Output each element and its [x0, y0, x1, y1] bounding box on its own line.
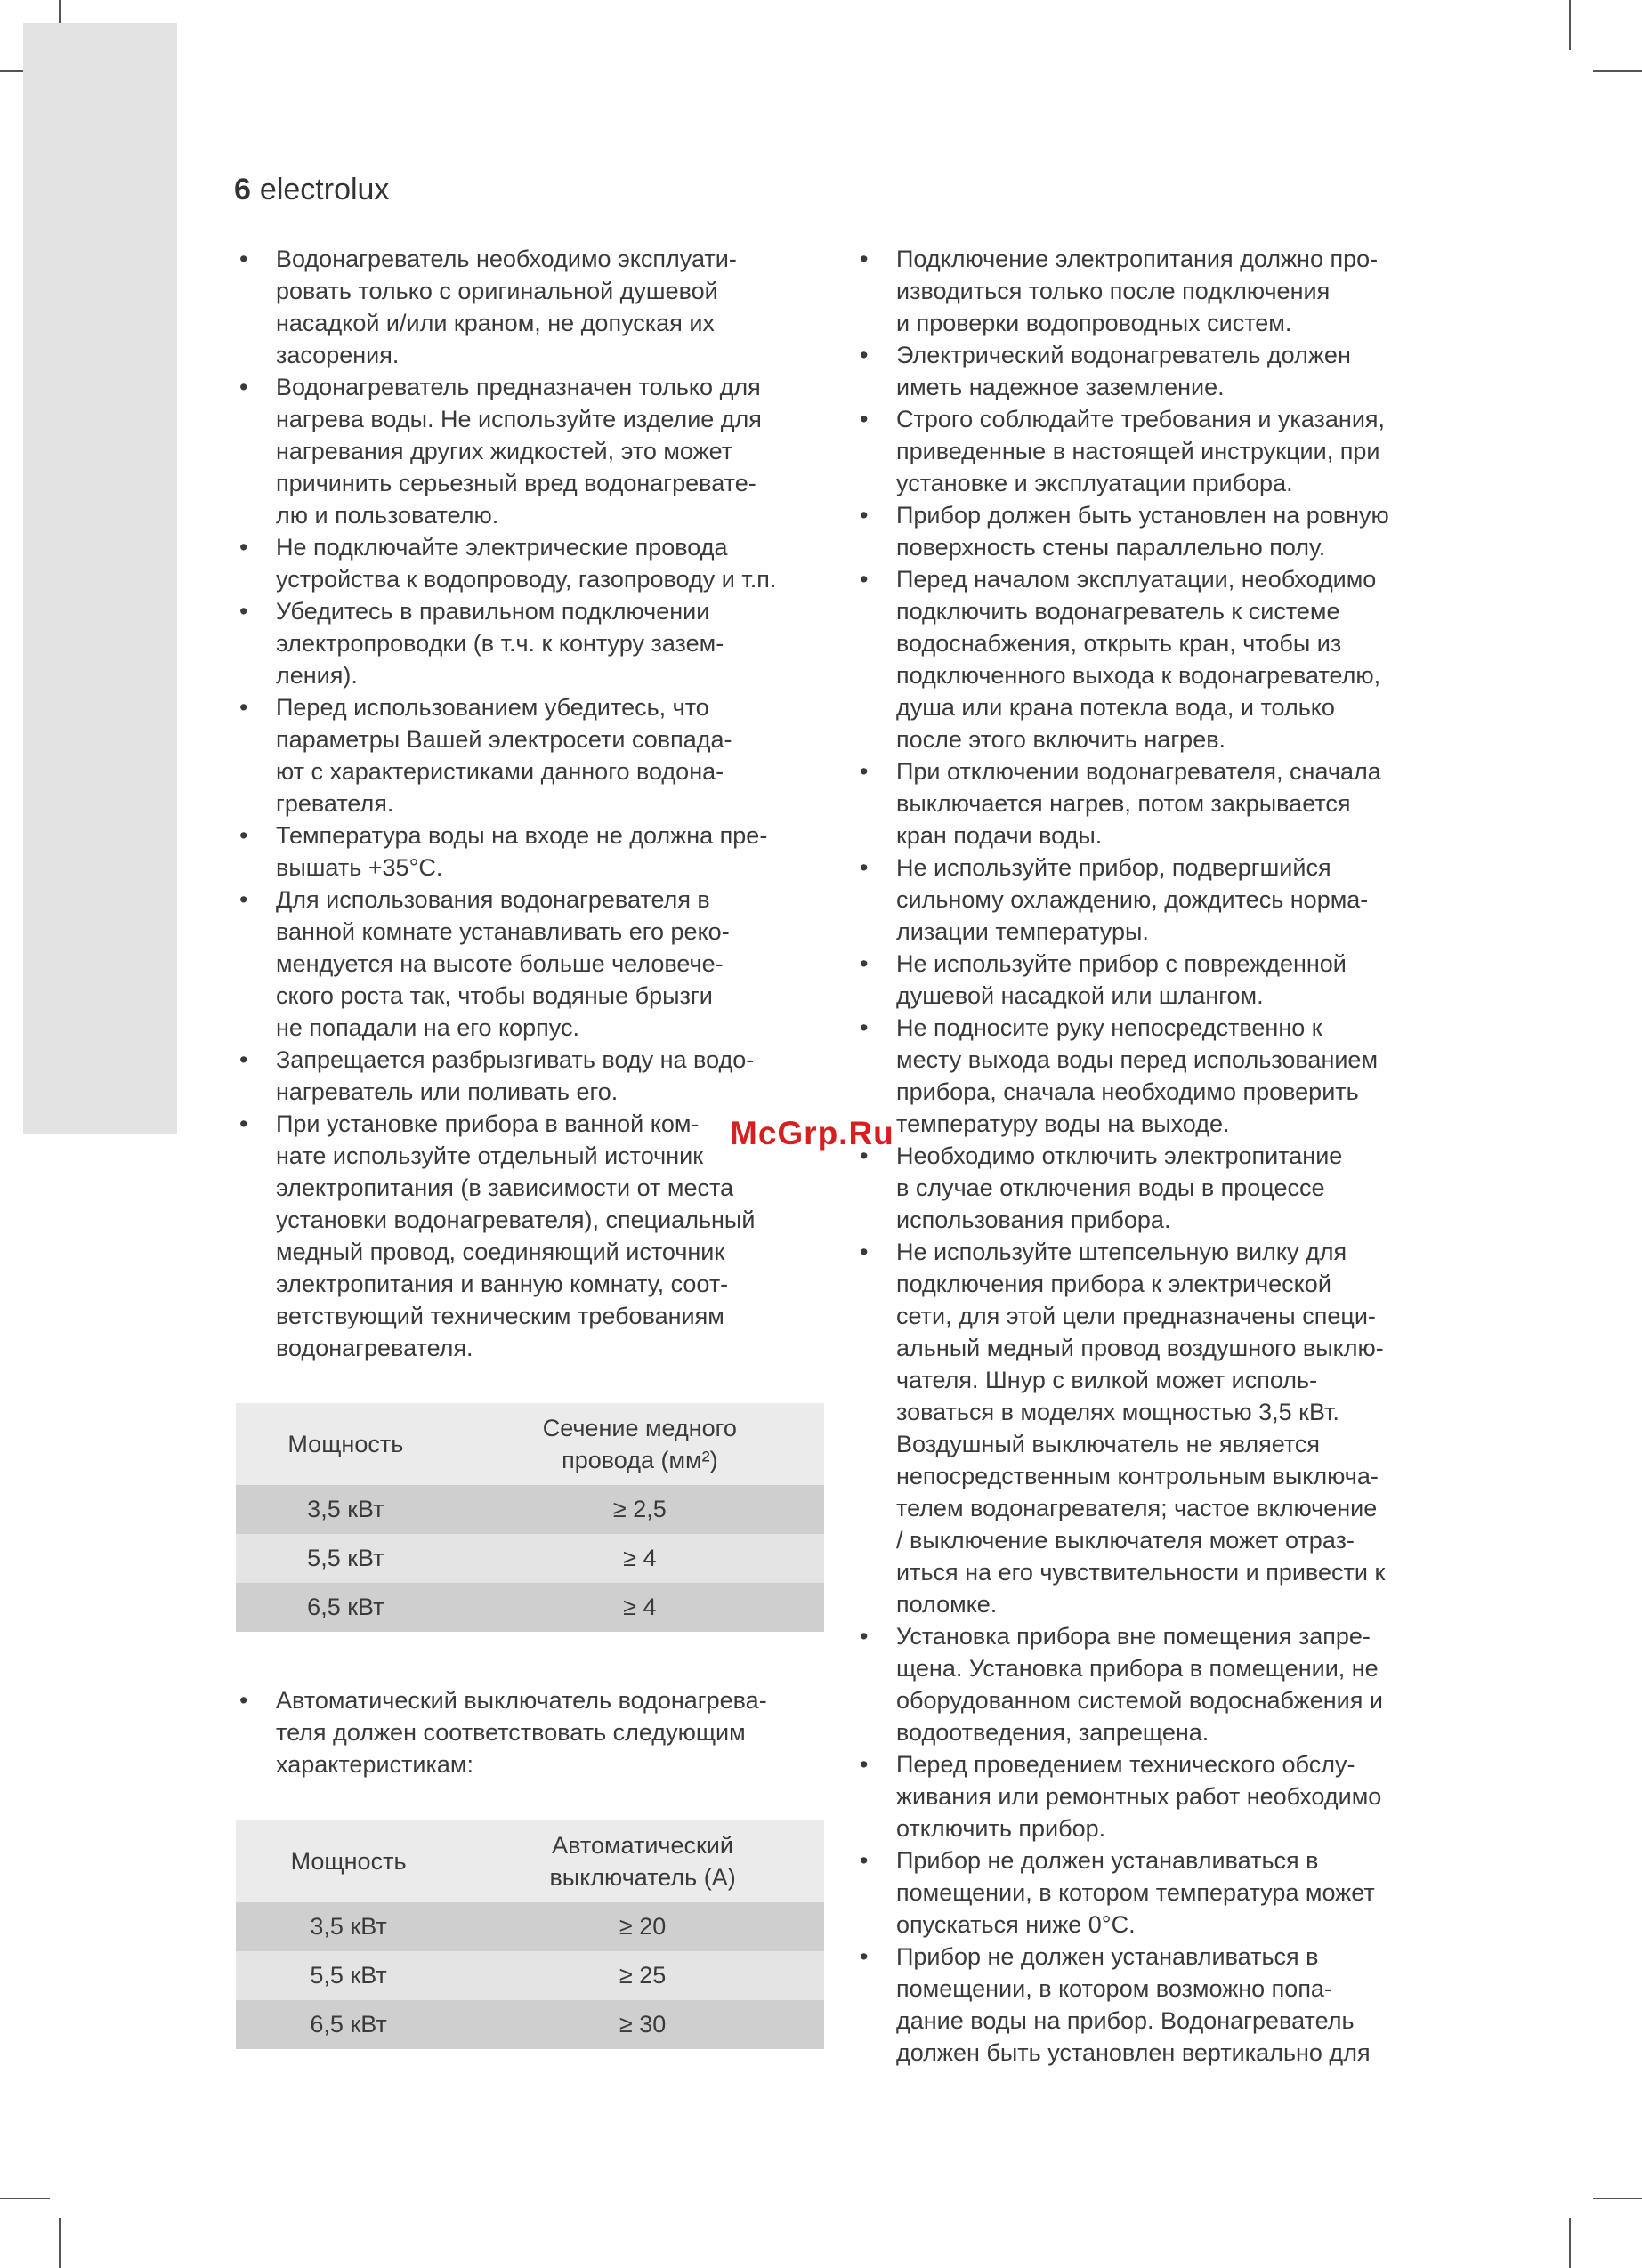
list-item: • Водонагреватель необходимо эксплуати- ровать только с оригинальной душевой насадкой и/или краном, не допуская их засорения.	[234, 243, 826, 371]
list-item: • Запрещается разбрызгивать воду на водо- нагреватель или поливать его.	[234, 1044, 826, 1108]
list-item: • Строго соблюдайте требования и указания, приведенные в настоящей инструкции, при установке и эксплуатации прибора.	[854, 403, 1446, 499]
list-item: • Убедитесь в правильном подключении электропроводки (в т.ч. к контуру зазем- ления).	[234, 595, 826, 691]
table-cell: ≥ 4	[456, 1534, 824, 1583]
list-item: • Электрический водонагреватель должен иметь надежное заземление.	[854, 339, 1446, 403]
list-item: • Не используйте прибор с поврежденной душевой насадкой или шлангом.	[854, 948, 1446, 1012]
list-item: • Для использования водонагревателя в ванной комнате устанавливать его реко- мендуется на высоте больше человече- ского роста так, чтобы водяные брызги не попадали на его корпус.	[234, 884, 826, 1044]
page-header	[234, 173, 389, 207]
list-item: • При установке прибора в ванной ком- нате используйте отдельный источник электропитания (в зависимости от места установки водонагревателя), специальный медный провод, соединяющий источник электропитания и ванную комнату, соот- ветствующий техническим требованиям водонагревателя.	[234, 1108, 826, 1364]
page-number: 6	[234, 173, 251, 206]
breaker-note	[234, 1684, 826, 1780]
list-item: • Автоматический выключатель водонагрева- теля должен соответствовать следующим характеристикам:	[234, 1684, 826, 1780]
table-cell: 5,5 кВт	[236, 1951, 461, 2000]
table-header-breaker: Автоматический выключатель (А)	[461, 1820, 824, 1902]
breaker-note-list	[234, 1684, 826, 1780]
list-item: • Прибор не должен устанавливаться в помещении, в котором температура может опускаться ниже 0°C.	[854, 1844, 1446, 1941]
left-bullet-list	[234, 243, 826, 1364]
table-cell: ≥ 30	[461, 2000, 824, 2049]
table-row	[236, 1951, 824, 2000]
table-header-power: Мощность	[236, 1403, 456, 1485]
watermark[interactable]: McGrp.Ru	[730, 1115, 894, 1151]
list-item: • При отключении водонагревателя, сначала выключается нагрев, потом закрывается кран подачи воды.	[854, 755, 1446, 852]
list-item: • Перед проведением технического обслу- живания или ремонтных работ необходимо отключить прибор.	[854, 1748, 1446, 1844]
table-cell: 3,5 кВт	[236, 1485, 456, 1534]
wire-section-table	[236, 1403, 824, 1632]
table-row	[236, 1902, 824, 1951]
list-item: • Водонагреватель предназначен только для нагрева воды. Не используйте изделие для нагревания других жидкостей, это может причинить серьезный вред водонагревате- лю и пользователю.	[234, 371, 826, 531]
crop-mark	[1569, 2218, 1571, 2268]
list-item: • Перед началом эксплуатации, необходимо подключить водонагреватель к системе водоснабжения, открыть кран, чтобы из подключенного выхода к водонагревателю, душа или крана потекла вода, и только после этого включить нагрев.	[854, 563, 1446, 755]
table-row	[236, 1583, 824, 1632]
table-row	[236, 2000, 824, 2049]
crop-mark	[1593, 70, 1642, 72]
table-cell: 6,5 кВт	[236, 1583, 456, 1632]
table-cell: ≥ 20	[461, 1902, 824, 1951]
wire-section-table-wrap	[236, 1403, 824, 1632]
list-item: • Перед использованием убедитесь, что параметры Вашей электросети совпада- ют с характеристиками данного водона- гревателя.	[234, 691, 826, 819]
list-item: • Не используйте прибор, подвергшийся сильному охлаждению, дождитесь норма- лизации температуры.	[854, 852, 1446, 948]
table-row	[236, 1534, 824, 1583]
table-cell: ≥ 2,5	[456, 1485, 824, 1534]
table-header-power: Мощность	[236, 1820, 461, 1902]
right-column	[854, 243, 1446, 2069]
breaker-table-wrap	[236, 1820, 824, 2049]
list-item: • Не используйте штепсельную вилку для подключения прибора к электрической сети, для этой цели предназначены специ- альный медный провод воздушного выклю- чателя. Шнур с вилкой может исполь- зоваться в моделях мощностью 3,5 кВт. Воздушный выключатель не является непосредственным контрольным выключа- телем водонагревателя; частое включение / выключение выключателя может отраз- иться на его чувствительности и привести к поломке.	[854, 1236, 1446, 1620]
crop-mark	[1569, 0, 1571, 50]
table-cell: 6,5 кВт	[236, 2000, 461, 2049]
right-bullet-list	[854, 243, 1446, 2069]
list-item: • Прибор должен быть установлен на ровную поверхность стены параллельно полу.	[854, 499, 1446, 563]
list-item: • Температура воды на входе не должна пре- вышать +35°C.	[234, 819, 826, 884]
table-cell: 5,5 кВт	[236, 1534, 456, 1583]
list-item: • Подключение электропитания должно про- изводиться только после подключения и проверки водопроводных систем.	[854, 243, 1446, 339]
list-item: • Необходимо отключить электропитание в случае отключения воды в процессе использования прибора.	[854, 1140, 1446, 1236]
table-cell: 3,5 кВт	[236, 1902, 461, 1951]
table-cell: ≥ 4	[456, 1583, 824, 1632]
list-item: • Не подключайте электрические провода устройства к водопроводу, газопроводу и т.п.	[234, 531, 826, 595]
side-tab	[23, 23, 177, 1134]
crop-mark	[0, 2198, 50, 2199]
list-item: • Прибор не должен устанавливаться в помещении, в котором возможно попа- дание воды на прибор. Водонагреватель должен быть установлен вертикально для	[854, 1941, 1446, 2069]
table-cell: ≥ 25	[461, 1951, 824, 2000]
brand-name: electrolux	[259, 173, 390, 206]
list-item: • Установка прибора вне помещения запре- щена. Установка прибора в помещении, не оборудованном системой водоснабжения и водоотведения, запрещена.	[854, 1620, 1446, 1748]
crop-mark	[1593, 2198, 1642, 2199]
left-column	[234, 243, 826, 1364]
table-header-section: Сечение медного провода (мм²)	[456, 1403, 824, 1485]
table-row	[236, 1485, 824, 1534]
breaker-table	[236, 1820, 824, 2049]
list-item: • Не подносите руку непосредственно к месту выхода воды перед использованием прибора, сначала необходимо проверить температуру воды на выходе.	[854, 1012, 1446, 1140]
crop-mark	[59, 2218, 61, 2268]
